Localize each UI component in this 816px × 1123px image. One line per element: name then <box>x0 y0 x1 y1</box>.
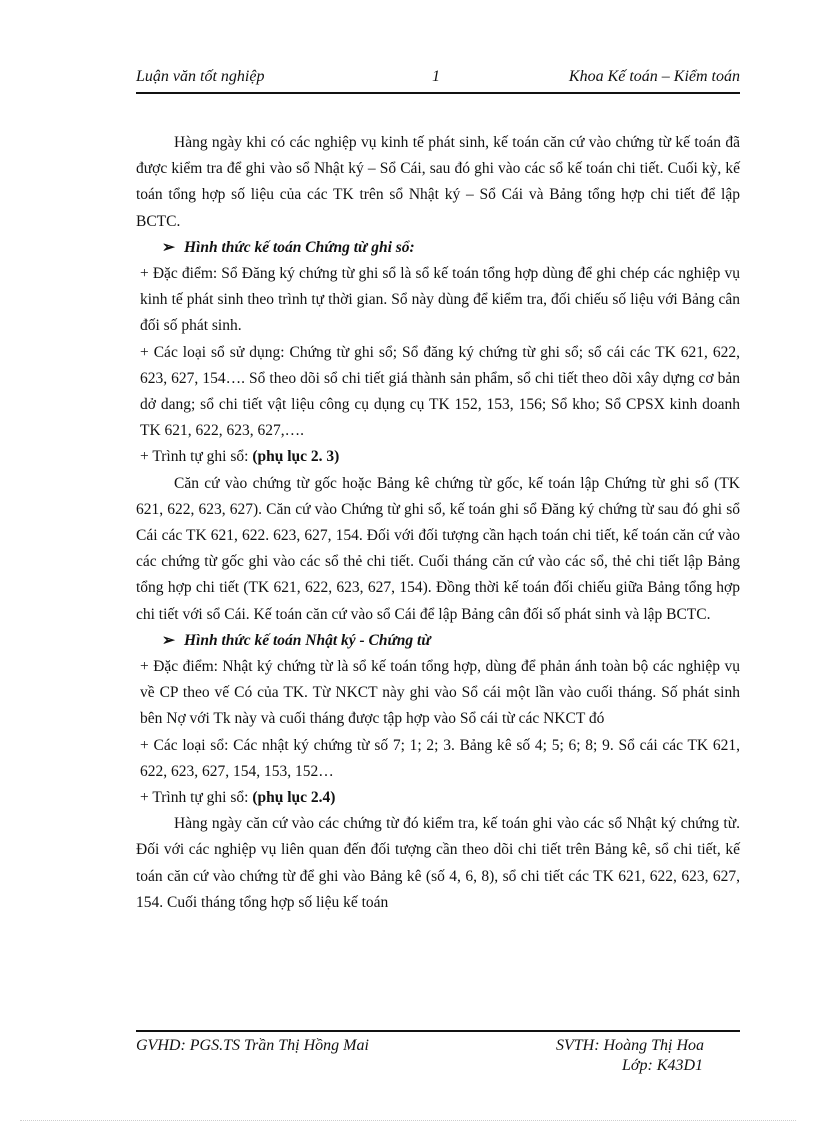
page-edge-divider <box>20 1120 796 1121</box>
paragraph-ledger-types-2: + Các loại sổ: Các nhật ký chứng từ số 7; 1; 2; 3. Bảng kê số 4; 5; 6; 8; 9. Sổ cái các TK 621, 622, 623, 627, 154, 153, 152… <box>140 736 740 780</box>
section-heading-text: Hình thức kế toán Nhật ký - Chứng từ <box>184 631 431 649</box>
paragraph-features: + Đặc điểm: Sổ Đăng ký chứng từ ghi sổ là sổ kế toán tổng hợp dùng để ghi chép các nghiệp vụ kinh tế phát sinh theo trình tự thời gian. Sổ này dùng để kiểm tra, đối chiếu số liệu với Bảng cân đối số phát sinh. <box>140 265 740 335</box>
header-divider <box>136 92 740 94</box>
thesis-label: Luận văn tốt nghiệp <box>136 68 265 85</box>
document-body <box>136 130 740 916</box>
appendix-reference: (phụ lục 2.4) <box>252 789 336 807</box>
section-heading-text: Hình thức kế toán Chứng từ ghi sổ: <box>184 238 415 256</box>
footer-divider <box>136 1030 740 1032</box>
arrow-bullet-icon: ➢ <box>162 238 175 256</box>
paragraph-procedure-detail: Căn cứ vào chứng từ gốc hoặc Bảng kê chứng từ gốc, kế toán lập Chứng từ ghi sổ (TK 621, 622, 623, 627). Căn cứ vào Chứng từ ghi sổ, kế toán ghi sổ Đăng ký chứng từ sau đó ghi sổ Cái các TK 621, 622. 623, 627, 154. Đối với đối tượng cần hạch toán chi tiết, kế toán căn cứ vào các chứng từ gốc ghi vào các sổ thẻ chi tiết. Cuối tháng căn cứ vào các sổ, thẻ chi tiết lập Bảng tổng hợp chi tiết (TK 621, 622, 623, 627, 154). Đồng thời kế toán đối chiếu giữa Bảng tổng hợp chi tiết với sổ Cái. Kế toán căn cứ vào sổ Cái để lập Bảng cân đối số phát sinh và lập BCTC. <box>136 474 740 623</box>
paragraph-procedure-2 <box>136 785 740 811</box>
paragraph-ledger-types: + Các loại sổ sử dụng: Chứng từ ghi sổ; Sổ đăng ký chứng từ ghi sổ; sổ cái các TK 621, 622, 623, 627, 154…. Sổ theo dõi sổ chi tiết giá thành sản phẩm, sổ chi tiết theo dõi xây dựng cơ bản dở dang; sổ chi tiết vật liệu công cụ dụng cụ TK 152, 153, 156; Sổ kho; Sổ CPSX kinh doanh TK 621, 622, 623, 627,…. <box>140 343 740 440</box>
paragraph-features-2: + Đặc điểm: Nhật ký chứng từ là sổ kế toán tổng hợp, dùng để phản ánh toàn bộ các nghiệp vụ về CP theo vế Có của TK. Từ NKCT này ghi vào Sổ cái một lần vào cuối tháng. Số phát sinh bên Nợ với Tk này và cuối tháng được tập hợp vào Sổ cái từ các NKCT đó <box>140 658 740 728</box>
class-label: Lớp: K43D1 <box>622 1057 703 1074</box>
page-header <box>136 68 740 90</box>
advisor-label: GVHD: PGS.TS Trần Thị Hồng Mai <box>136 1037 369 1054</box>
arrow-bullet-icon: ➢ <box>162 631 175 649</box>
faculty-label: Khoa Kế toán – Kiểm toán <box>568 68 740 85</box>
section-heading-nhat-ky-chung-tu <box>136 628 740 654</box>
section-heading-chung-tu-ghi-so <box>136 235 740 261</box>
procedure-label: + Trình tự ghi sổ: <box>140 789 253 807</box>
paragraph-intro: Hàng ngày khi có các nghiệp vụ kinh tế phát sinh, kế toán căn cứ vào chứng từ kế toán đã được kiểm tra để ghi vào sổ Nhật ký – Sổ Cái, sau đó ghi vào các sổ kế toán chi tiết. Cuối kỳ, kế toán tổng hợp số liệu của các TK trên sổ Nhật ký – Sổ Cái và Bảng tổng hợp chi tiết để lập BCTC. <box>136 134 740 230</box>
paragraph-procedure <box>136 444 740 470</box>
paragraph-procedure-detail-2: Hàng ngày căn cứ vào các chứng từ đó kiểm tra, kế toán ghi vào các sổ Nhật ký chứng từ. Đối với các nghiệp vụ liên quan đến đối tượng cần theo dõi chi tiết trên Bảng kê, sổ chi tiết, kế toán căn cứ vào chứng từ để ghi vào Bảng kê (số 4, 6, 8), sổ chi tiết các TK 621, 622, 623, 627, 154. Cuối tháng tổng hợp số liệu kế toán <box>136 815 740 911</box>
appendix-reference: (phụ lục 2. 3) <box>252 448 340 466</box>
procedure-label: + Trình tự ghi sổ: <box>140 448 253 466</box>
student-label: SVTH: Hoàng Thị Hoa <box>556 1037 705 1054</box>
page-number: 1 <box>432 68 440 85</box>
